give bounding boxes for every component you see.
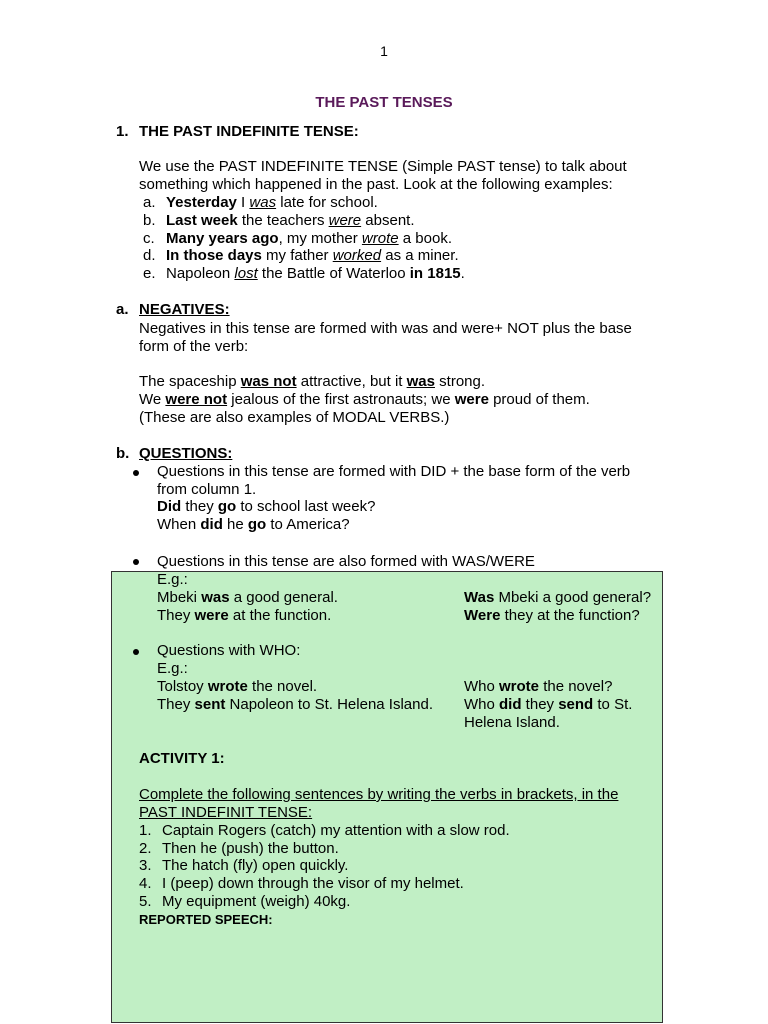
negatives-note: (These are also examples of MODAL VERBS.) xyxy=(139,409,450,426)
list-marker: c. xyxy=(143,230,155,247)
who-statement-2: They sent Napoleon to St. Helena Island. xyxy=(157,696,433,713)
questions-bullet3: Questions with WHO: xyxy=(157,642,301,659)
page-title: THE PAST TENSES xyxy=(315,94,453,111)
example-a: Yesterday I was late for school. xyxy=(166,194,378,211)
negatives-example1: The spaceship was not attractive, but it was strong. xyxy=(139,373,486,390)
bullet-icon xyxy=(133,649,139,655)
example-c: Many years ago, my mother wrote a book. xyxy=(166,230,452,247)
example-d: In those days my father worked as a miner. xyxy=(166,247,459,264)
questions-bullet1-line2: from column 1. xyxy=(157,481,257,498)
who-statement-1: Tolstoy wrote the novel. xyxy=(157,678,318,695)
negatives-example2: We were not jealous of the first astronauts; we were proud of them. xyxy=(139,391,590,408)
eg-label: E.g.: xyxy=(157,660,188,677)
was-question-1: Was Mbeki a good general? xyxy=(464,589,652,606)
intro-text-line1: We use the PAST INDEFINITE TENSE (Simple PAST tense) to talk about xyxy=(139,158,627,175)
section-number: 1. xyxy=(116,123,129,140)
list-marker: a. xyxy=(143,194,156,211)
list-marker: 5. xyxy=(139,893,152,910)
was-statement-2: They were at the function. xyxy=(157,607,332,624)
negatives-text-line1: Negatives in this tense are formed with was and were+ NOT plus the base xyxy=(139,320,632,337)
was-statement-1: Mbeki was a good general. xyxy=(157,589,338,606)
questions-bullet1-line1: Questions in this tense are formed with DID + the base form of the verb xyxy=(157,463,631,480)
reported-speech-heading: REPORTED SPEECH: xyxy=(139,912,273,927)
activity-item: The hatch (fly) open quickly. xyxy=(162,857,349,874)
question-example2: When did he go to America? xyxy=(157,516,350,533)
questions-marker: b. xyxy=(116,445,130,462)
bullet-icon xyxy=(133,559,139,565)
activity-instruction-line1: Complete the following sentences by writing the verbs in brackets, in the xyxy=(139,786,619,803)
list-marker: 4. xyxy=(139,875,152,892)
negatives-heading: NEGATIVES: xyxy=(139,301,230,318)
list-marker: 3. xyxy=(139,857,152,874)
list-marker: 2. xyxy=(139,840,152,857)
list-marker: e. xyxy=(143,265,156,282)
questions-bullet2: Questions in this tense are also formed with WAS/WERE xyxy=(157,553,535,570)
list-marker: 1. xyxy=(139,822,152,839)
activity-instruction-line2: PAST INDEFINIT TENSE: xyxy=(139,804,313,821)
who-question-2: Who did they send to St. xyxy=(464,696,633,713)
activity-item: My equipment (weigh) 40kg. xyxy=(162,893,351,910)
negatives-marker: a. xyxy=(116,301,129,318)
example-b: Last week the teachers were absent. xyxy=(166,212,415,229)
section-heading: THE PAST INDEFINITE TENSE: xyxy=(139,123,359,140)
questions-heading: QUESTIONS: xyxy=(139,445,233,462)
who-question-2-cont: Helena Island. xyxy=(464,714,560,731)
page-number: 1 xyxy=(380,43,388,59)
example-e: Napoleon lost the Battle of Waterloo in 1815. xyxy=(166,265,465,282)
intro-text-line2: something which happened in the past. Look at the following examples: xyxy=(139,176,613,193)
who-question-1: Who wrote the novel? xyxy=(464,678,613,695)
list-marker: b. xyxy=(143,212,156,229)
list-marker: d. xyxy=(143,247,156,264)
activity-item: Then he (push) the button. xyxy=(162,840,339,857)
activity-item: Captain Rogers (catch) my attention with a slow rod. xyxy=(162,822,510,839)
eg-label: E.g.: xyxy=(157,571,188,588)
question-example1: Did they go to school last week? xyxy=(157,498,376,515)
was-question-2: Were they at the function? xyxy=(464,607,640,624)
bullet-icon xyxy=(133,470,139,476)
negatives-text-line2: form of the verb: xyxy=(139,338,249,355)
activity-item: I (peep) down through the visor of my helmet. xyxy=(162,875,464,892)
activity-heading: ACTIVITY 1: xyxy=(139,750,225,767)
